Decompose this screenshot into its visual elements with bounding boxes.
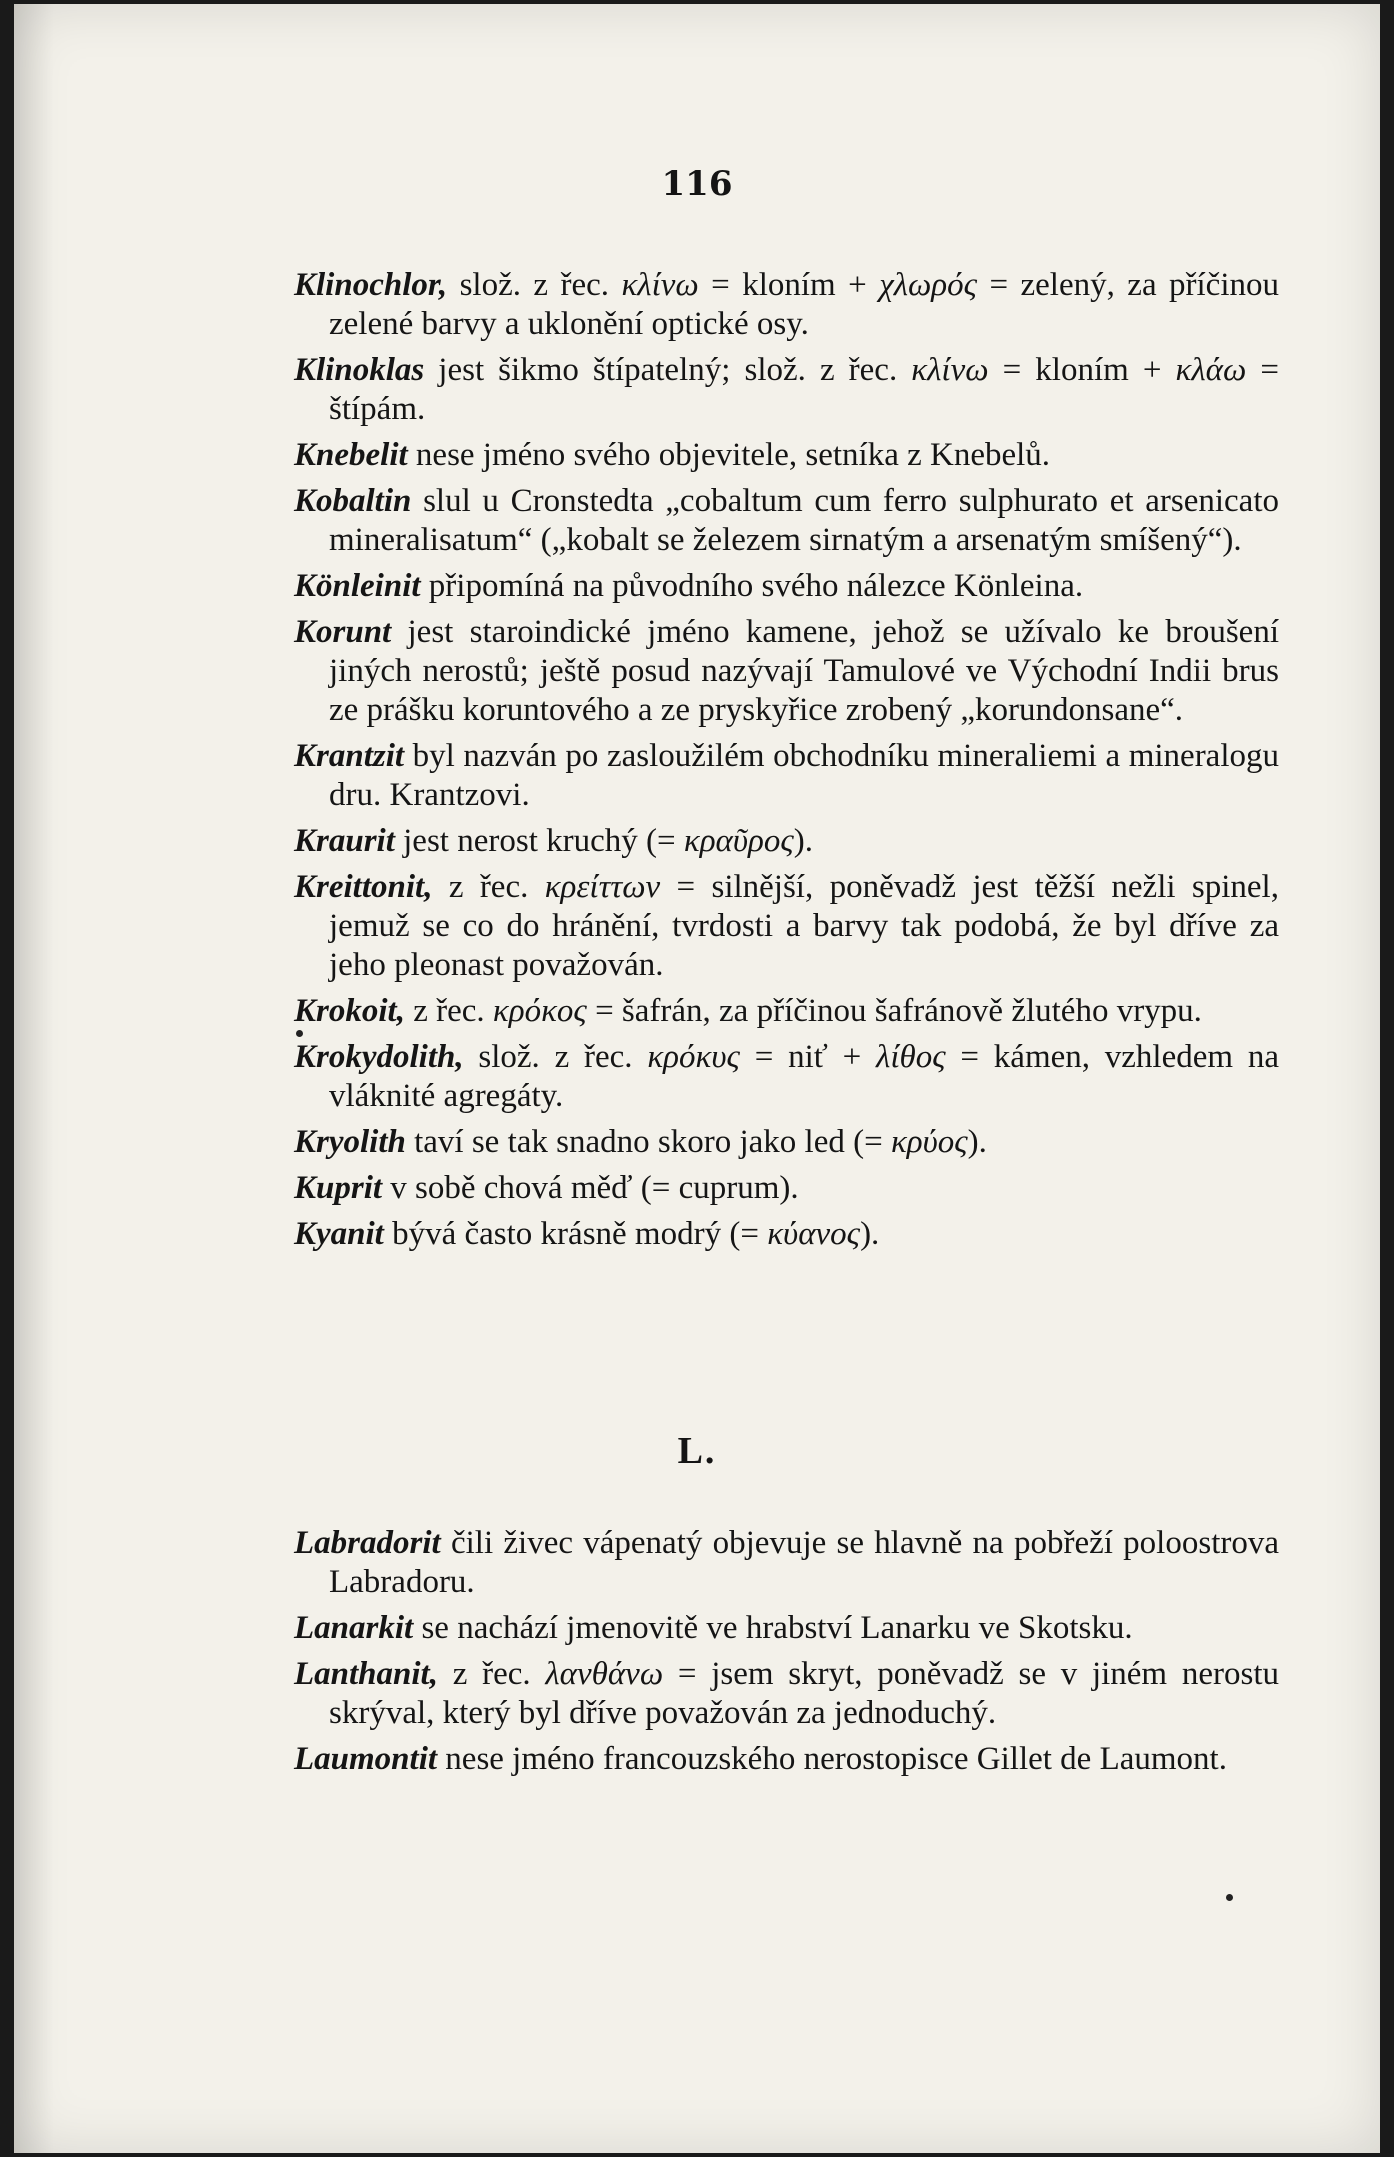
entry-text: = šafrán, za příčinou šafránově žlutého vrypu.: [586, 993, 1202, 1029]
greek-word: χλωρός: [879, 267, 978, 303]
dictionary-entry: [294, 567, 1279, 606]
dictionary-entry: [294, 1215, 1279, 1254]
entry-text: = niť +: [739, 1039, 877, 1075]
entry-text: připomíná na původního svého nálezce Könleina.: [420, 568, 1084, 604]
entry-term: Könleinit: [294, 568, 421, 604]
entry-text: slul u Cronstedta „cobaltum cum ferro sulphurato et arsenicato mineralisatum“ („kobalt se železem sirnatým a arsenatým smíšený“).: [329, 483, 1279, 558]
entry-text: = silnější, poněvadž jest těžší nežli spinel, jemuž se co do hránění, tvrdosti a barvy tak podobá, že byl dříve za jeho pleonast považován.: [329, 869, 1279, 983]
entry-text: jest staroindické jméno kamene, jehož se užívalo ke broušení jiných nerostů; ještě posud nazývají Tamulové ve Východní Indii brus ze prášku koruntového a ze pryskyřice zrobený „korundonsane“.: [329, 614, 1279, 728]
entry-text: se nachází jmenovitě ve hrabství Lanarku ve Skotsku.: [413, 1610, 1133, 1646]
entry-text: = kloním +: [988, 352, 1176, 388]
entry-term: Korunt: [294, 614, 392, 650]
entry-text: čili živec vápenatý objevuje se hlavně na pobřeží poloostrova Labradoru.: [329, 1525, 1279, 1600]
dictionary-entry: [294, 436, 1279, 475]
entry-term: Labradorit: [294, 1525, 441, 1561]
entry-text: nese jméno francouzského nerostopisce Gillet de Laumont.: [437, 1741, 1227, 1777]
greek-word: λανθάνω: [545, 1656, 664, 1692]
entry-text: ).: [860, 1216, 880, 1252]
entry-term: Krokoit,: [294, 993, 405, 1029]
entry-term: Kobaltin: [294, 483, 412, 519]
entry-text: = zelený, za příčinou zelené barvy a uklonění optické osy.: [329, 267, 1279, 342]
dictionary-entry: [294, 1123, 1279, 1162]
dictionary-entry: [294, 613, 1279, 730]
dictionary-entry: [294, 737, 1279, 815]
print-speck: [296, 1030, 303, 1037]
entry-text: byl nazván po zasloužilém obchodníku mineraliemi a mineralogu dru. Krantzovi.: [329, 738, 1279, 813]
entry-term: Krokydolith,: [294, 1039, 464, 1075]
dictionary-entry: [294, 1609, 1279, 1648]
dictionary-entry: [294, 1169, 1279, 1208]
entry-text: = kámen, vzhledem na vláknité agregáty.: [329, 1039, 1279, 1114]
greek-word: κλίνω: [911, 352, 989, 388]
entry-term: Laumontit: [294, 1741, 438, 1777]
entry-text: z řec.: [432, 869, 545, 905]
entry-term: Krantzit: [294, 738, 405, 774]
entry-text: = kloním +: [698, 267, 880, 303]
entry-text: ).: [793, 823, 813, 859]
dictionary-entry: [294, 1038, 1279, 1116]
entry-term: Kuprit: [294, 1170, 383, 1206]
greek-word: κρόκυς: [647, 1039, 740, 1075]
page-shadow: [14, 4, 54, 2153]
dictionary-entry: [294, 868, 1279, 985]
entry-text: nese jméno svého objevitele, setníka z Knebelů.: [407, 437, 1051, 473]
entries-k-block: [294, 266, 1279, 1261]
entry-text: jest šikmo štípatelný; slož. z řec.: [424, 352, 912, 388]
entry-term: Klinoklas: [294, 352, 425, 388]
entries-l-block: [294, 1524, 1279, 1786]
dictionary-entry: [294, 822, 1279, 861]
section-heading-l: L.: [677, 1430, 717, 1472]
greek-word: κύανος: [767, 1216, 861, 1252]
entry-text: v sobě chová měď (= cuprum).: [382, 1170, 799, 1206]
entry-text: z řec.: [437, 1656, 546, 1692]
greek-word: λίθος: [876, 1039, 946, 1075]
greek-word: κρύος: [890, 1124, 968, 1160]
page-number: 116: [661, 164, 733, 204]
entry-term: Kreittonit,: [294, 869, 433, 905]
entry-term: Knebelit: [294, 437, 408, 473]
greek-word: κραῦρος: [683, 823, 794, 859]
book-page: [14, 4, 1380, 2153]
entry-term: Kryolith: [294, 1124, 406, 1160]
entry-text: slož. z řec.: [463, 1039, 648, 1075]
greek-word: κλίνω: [621, 267, 699, 303]
dictionary-entry: [294, 1655, 1279, 1733]
entry-text: bývá často krásně modrý (=: [383, 1216, 768, 1252]
dictionary-entry: [294, 482, 1279, 560]
entry-text: slož. z řec.: [447, 267, 622, 303]
entry-text: taví se tak snadno skoro jako led (=: [405, 1124, 891, 1160]
entry-text: = štípám.: [329, 352, 1279, 427]
dictionary-entry: [294, 266, 1279, 344]
entry-text: z řec.: [404, 993, 493, 1029]
dictionary-entry: [294, 351, 1279, 429]
entry-text: jest nerost kruchý (=: [394, 823, 684, 859]
entry-term: Lanarkit: [294, 1610, 414, 1646]
entry-term: Lanthanit,: [294, 1656, 438, 1692]
entry-term: Kyanit: [294, 1216, 384, 1252]
print-speck: [1226, 1894, 1233, 1901]
greek-word: κρόκος: [492, 993, 587, 1029]
greek-word: κρείττων: [544, 869, 661, 905]
greek-word: κλάω: [1175, 352, 1247, 388]
dictionary-entry: [294, 1524, 1279, 1602]
dictionary-entry: [294, 1740, 1279, 1779]
dictionary-entry: [294, 992, 1279, 1031]
entry-term: Klinochlor,: [294, 267, 448, 303]
entry-text: ).: [967, 1124, 987, 1160]
entry-text: = jsem skryt, poněvadž se v jiném nerostu skrýval, který byl dříve považován za jednoduchý.: [329, 1656, 1279, 1731]
entry-term: Kraurit: [294, 823, 395, 859]
